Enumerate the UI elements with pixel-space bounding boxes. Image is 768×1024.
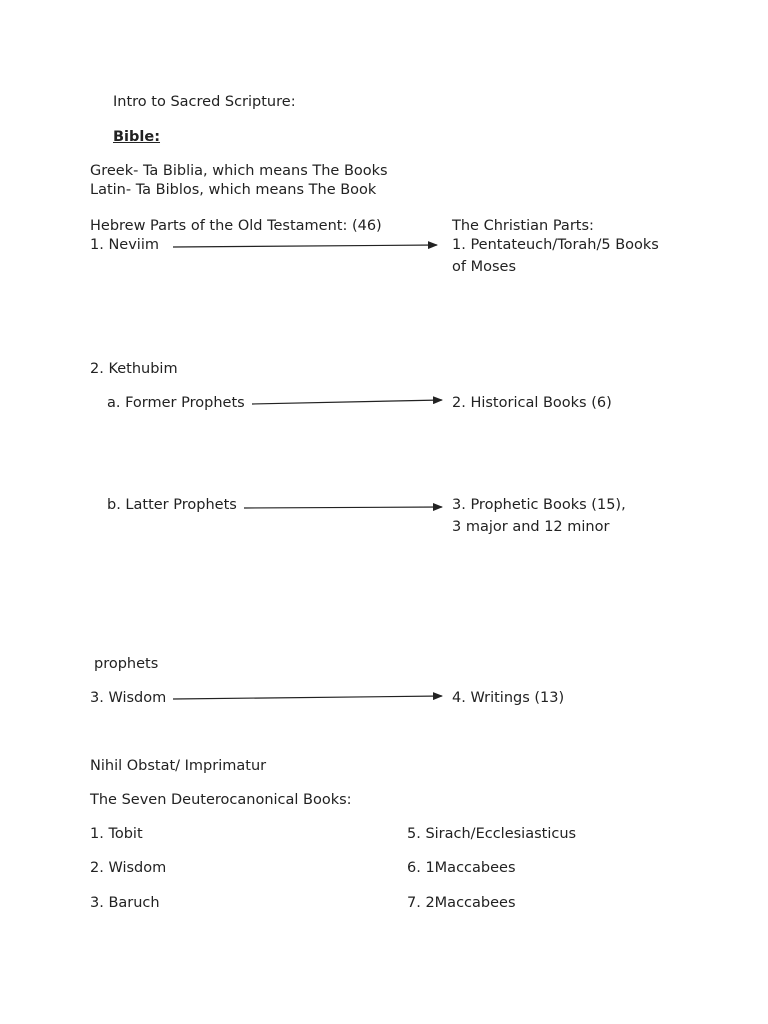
prophetic-books-line2: 3 major and 12 minor — [452, 519, 610, 535]
deutero-item-left: 1. Tobit — [90, 826, 143, 842]
deutero-item-right: 7. 2Maccabees — [407, 895, 516, 911]
pentateuch-line1: 1. Pentateuch/Torah/5 Books — [452, 237, 659, 253]
greek-etymology: Greek- Ta Biblia, which means The Books — [90, 163, 388, 179]
prophets-word: prophets — [94, 656, 159, 672]
deutero-item-left: 3. Baruch — [90, 895, 160, 911]
arrow-former-to-historical — [252, 400, 442, 404]
kethubim-item: 2. Kethubim — [90, 361, 178, 377]
latin-etymology: Latin- Ta Biblos, which means The Book — [90, 182, 377, 198]
arrow-latter-to-prophetic — [244, 507, 442, 508]
writings-item: 4. Writings (13) — [452, 690, 565, 706]
arrow-neviim-to-pentateuch — [173, 245, 437, 247]
deutero-item-right: 6. 1Maccabees — [407, 860, 516, 876]
nihil-obstat: Nihil Obstat/ Imprimatur — [90, 758, 267, 774]
pentateuch-line2: of Moses — [452, 259, 516, 275]
christian-parts-title: The Christian Parts: — [452, 218, 594, 234]
historical-books-item: 2. Historical Books (6) — [452, 395, 612, 411]
deuterocanonical-title: The Seven Deuterocanonical Books: — [90, 792, 352, 808]
intro-title: Intro to Sacred Scripture: — [113, 94, 296, 110]
latter-prophets-item: b. Latter Prophets — [107, 497, 237, 513]
deutero-item-left: 2. Wisdom — [90, 860, 167, 876]
hebrew-parts-title: Hebrew Parts of the Old Testament: (46) — [90, 218, 382, 234]
wisdom-item: 3. Wisdom — [90, 690, 167, 706]
prophetic-books-line1: 3. Prophetic Books (15), — [452, 497, 626, 513]
arrow-wisdom-to-writings — [173, 696, 442, 699]
bible-heading: Bible: — [113, 129, 161, 145]
deutero-item-right: 5. Sirach/Ecclesiasticus — [407, 826, 577, 842]
neviim-item: 1. Neviim — [90, 237, 159, 253]
former-prophets-item: a. Former Prophets — [107, 395, 245, 411]
